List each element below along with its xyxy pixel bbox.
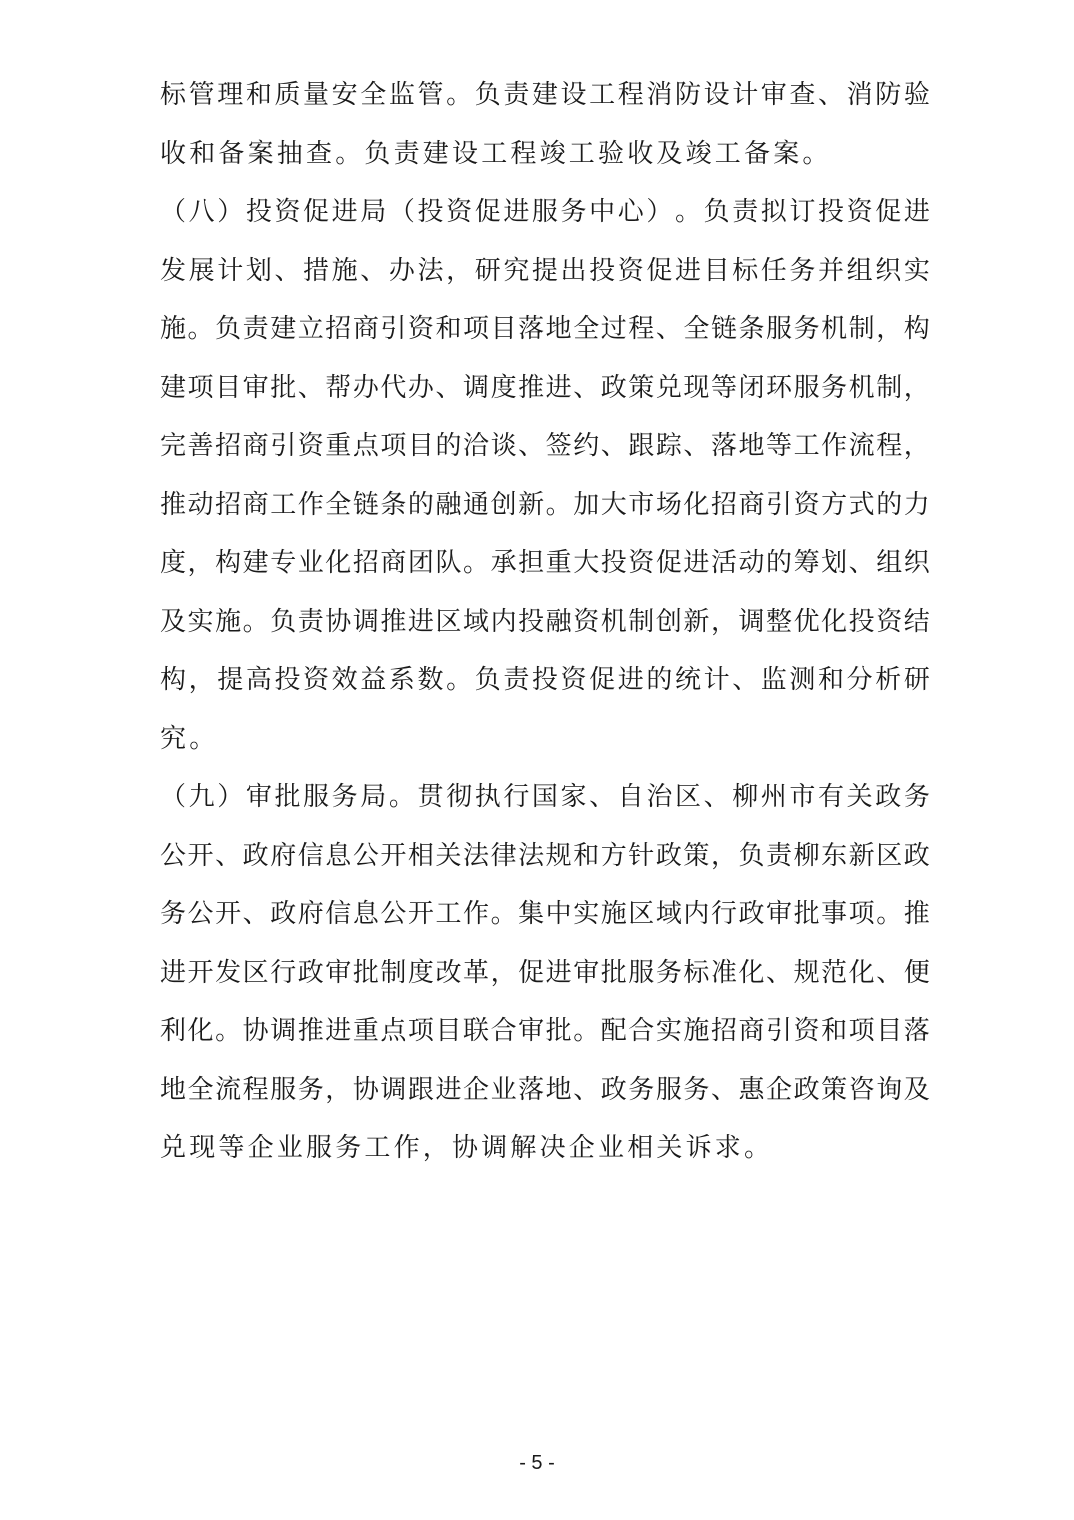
text-line: 标 管 理 和 质 量 安 全 监 管 。 负 责 建 设 工 程 消 防 设 计 审 查 、 消 防 验 <box>160 80 930 110</box>
text-line: 收和备案抽查。负责建设工程竣工验收及竣工备案。 <box>160 138 832 169</box>
text-line: 发 展 计 划 、 措 施 、 办 法 ， 研 究 提 出 投 资 促 进 目 标 任 务 并 组 织 实 <box>160 255 930 286</box>
page-number: - 5 - <box>519 1452 555 1474</box>
text-line: 务 公 开 、 政 府 信 息 公 开 工 作 。 集 中 实 施 区 域 内 行 政 审 批 事 项 。 推 <box>160 899 930 929</box>
text-line: 利 化 。 协 调 推 进 重 点 项 目 联 合 审 批 。 配 合 实 施 招 商 引 资 和 项 目 落 <box>160 1016 930 1046</box>
text-line: 公 开 、 政 府 信 息 公 开 相 关 法 律 法 规 和 方 针 政 策 ， 负 责 柳 东 新 区 政 <box>160 840 930 871</box>
text-line: （ 九 ） 审 批 服 务 局 。 贯 彻 执 行 国 家 、 自 治 区 、 柳 州 市 有 关 政 务 <box>160 782 930 812</box>
text-line: 施 。 负 责 建 立 招 商 引 资 和 项 目 落 地 全 过 程 、 全 链 条 服 务 机 制 ， 构 <box>160 314 930 344</box>
text-line: 究。 <box>160 723 219 754</box>
text-line: 及 实 施 。 负 责 协 调 推 进 区 域 内 投 融 资 机 制 创 新 ， 调 整 优 化 投 资 结 <box>160 606 930 637</box>
body-text <box>160 72 930 1184</box>
text-line: 建 项 目 审 批 、 帮 办 代 办 、 调 度 推 进 、 政 策 兑 现 等 闭 环 服 务 机 制 ， <box>160 372 930 403</box>
text-line: 完 善 招 商 引 资 重 点 项 目 的 洽 谈 、 签 约 、 跟 踪 、 落 地 等 工 作 流 程 ， <box>160 431 930 461</box>
text-line: 度 ， 构 建 专 业 化 招 商 团 队 。 承 担 重 大 投 资 促 进 活 动 的 筹 划 、 组 织 <box>160 548 930 578</box>
text-line: （ 八 ） 投 资 促 进 局 （ 投 资 促 进 服 务 中 心 ） 。 负 责 拟 订 投 资 促 进 <box>160 197 930 227</box>
text-line: 构 ， 提 高 投 资 效 益 系 数 。 负 责 投 资 促 进 的 统 计 、 监 测 和 分 析 研 <box>160 665 930 695</box>
text-line: 进 开 发 区 行 政 审 批 制 度 改 革 ， 促 进 审 批 服 务 标 准 化 、 规 范 化 、 便 <box>160 957 930 988</box>
text-line: 推 动 招 商 工 作 全 链 条 的 融 通 创 新 。 加 大 市 场 化 招 商 引 资 方 式 的 力 <box>160 489 930 520</box>
text-line: 地 全 流 程 服 务 ， 协 调 跟 进 企 业 落 地 、 政 务 服 务 、 惠 企 政 策 咨 询 及 <box>160 1074 930 1105</box>
text-line: 兑现等企业服务工作，协调解决企业相关诉求。 <box>160 1133 774 1163</box>
